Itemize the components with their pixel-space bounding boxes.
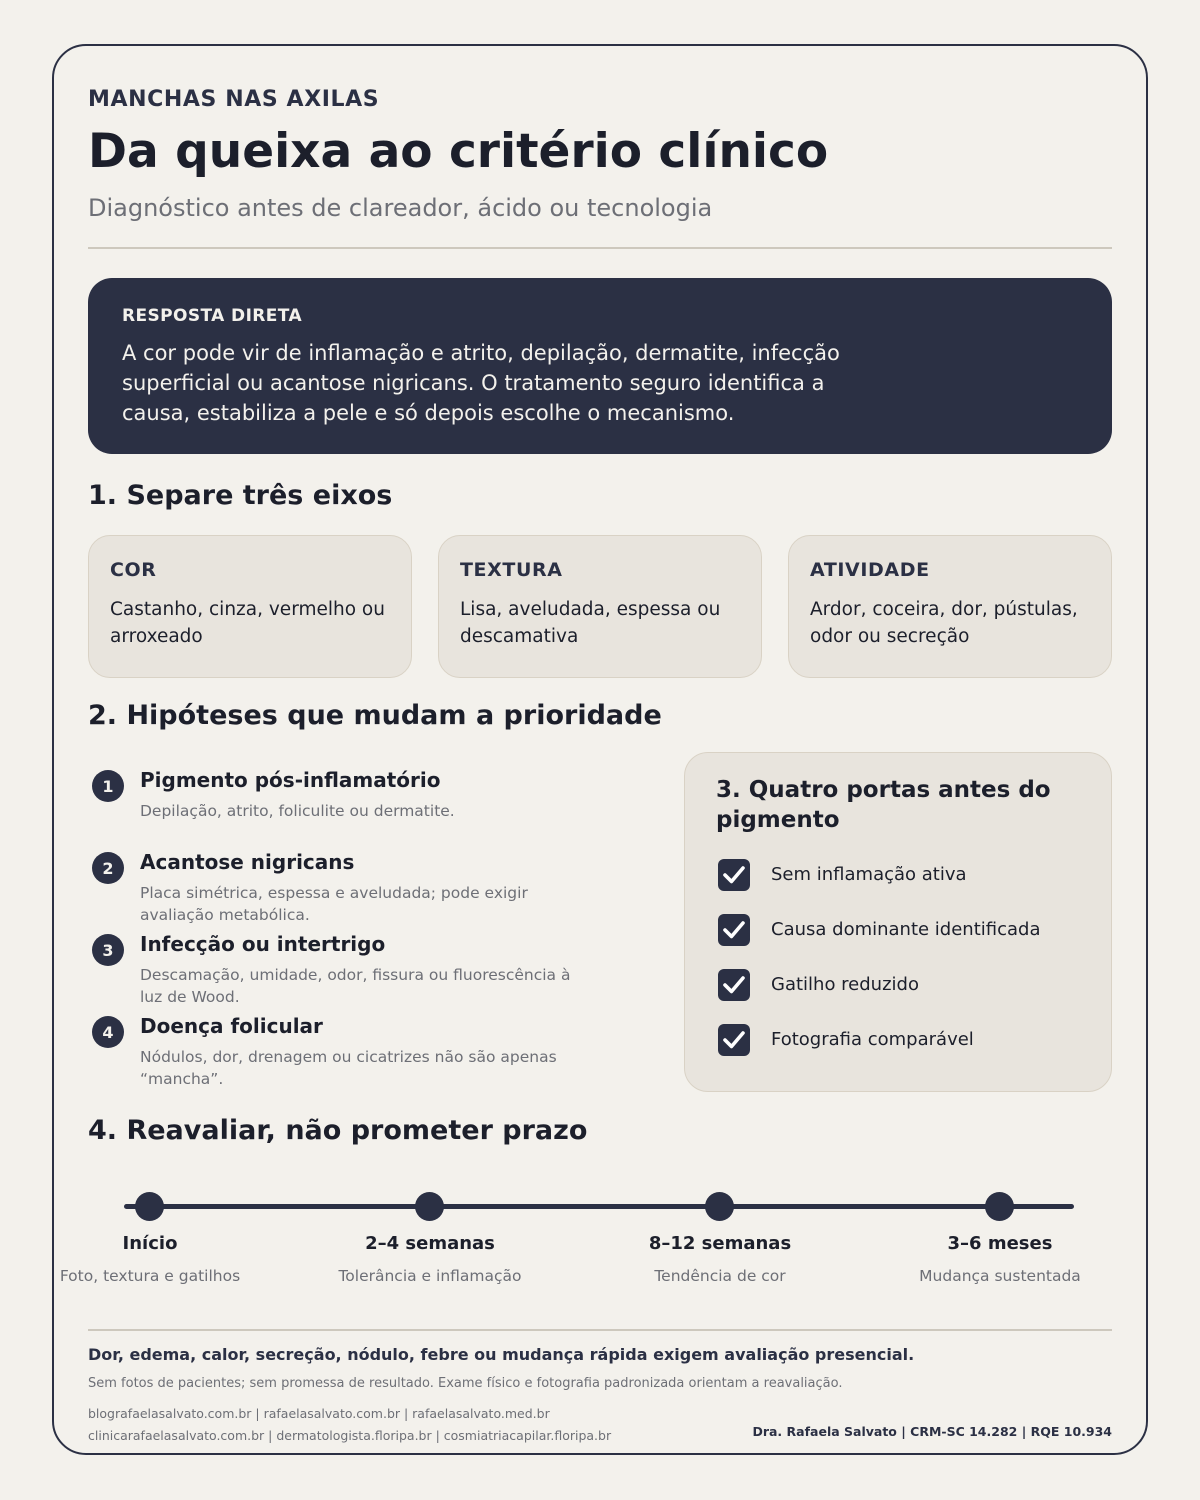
checklist-label: Causa dominante identificada xyxy=(771,919,1041,940)
number-badge: 1 xyxy=(92,770,124,802)
axis-card-cor xyxy=(88,535,412,678)
hypothesis-text: Depilação, atrito, foliculite ou dermatite. xyxy=(140,802,455,820)
section-2-title: 2. Hipóteses que mudam a prioridade xyxy=(88,700,662,731)
axis-card-title: COR xyxy=(110,559,157,581)
timeline-dot xyxy=(415,1192,444,1221)
section-1-title: 1. Separe três eixos xyxy=(88,480,393,511)
checkbox-checked-icon xyxy=(718,914,750,946)
timeline-step-text: Foto, textura e gatilhos xyxy=(59,1267,241,1285)
hypothesis-title: Pigmento pós-inflamatório xyxy=(140,768,441,792)
axis-card-title: TEXTURA xyxy=(460,559,563,581)
checklist-item xyxy=(718,914,1098,948)
checklist-item xyxy=(718,969,1098,1003)
checklist-label: Sem inflamação ativa xyxy=(771,864,967,885)
timeline-step-label: 8–12 semanas xyxy=(648,1233,792,1254)
checklist-label: Gatilho reduzido xyxy=(771,974,919,995)
hypothesis-title: Infecção ou intertrigo xyxy=(140,932,386,956)
page-subtitle: Diagnóstico antes de clareador, ácido ou tecnologia xyxy=(88,194,713,222)
page-title: Da queixa ao critério clínico xyxy=(88,124,829,179)
axis-card-text: Ardor, coceira, dor, pústulas, odor ou secreção xyxy=(810,599,1078,647)
timeline-dot xyxy=(985,1192,1014,1221)
timeline-dot xyxy=(135,1192,164,1221)
axis-card-textura xyxy=(438,535,762,678)
axis-card-text: Castanho, cinza, vermelho ou arroxeado xyxy=(110,599,385,647)
number-badge: 2 xyxy=(92,852,124,884)
hypothesis-text: Nódulos, dor, drenagem ou cicatrizes não são apenas “mancha”. xyxy=(140,1048,557,1088)
checklist-label: Fotografia comparável xyxy=(771,1029,974,1050)
timeline-step-text: Tendência de cor xyxy=(654,1267,786,1285)
timeline-step-text: Mudança sustentada xyxy=(919,1267,1081,1285)
direct-answer-text: A cor pode vir de inflamação e atrito, depilação, dermatite, infecção superficial ou acantose nigricans. O tratamento seguro identifica a causa, estabiliza a pele e só depois escolhe o mecanismo. xyxy=(122,341,840,425)
timeline-step-label: 3–6 meses xyxy=(947,1233,1053,1254)
checklist-item xyxy=(718,859,1098,893)
timeline-step-text: Tolerância e inflamação xyxy=(338,1267,522,1285)
checkbox-checked-icon xyxy=(718,859,750,891)
hypothesis-title: Doença folicular xyxy=(140,1014,323,1038)
eyebrow: MANCHAS NAS AXILAS xyxy=(88,87,380,112)
timeline-line xyxy=(124,1204,1074,1209)
section-3-title: 3. Quatro portas antes do pigmento xyxy=(716,777,1051,833)
hypothesis-title: Acantose nigricans xyxy=(140,850,355,874)
axis-card-text: Lisa, aveludada, espessa ou descamativa xyxy=(460,599,721,647)
checkbox-checked-icon xyxy=(718,969,750,1001)
direct-answer-box xyxy=(88,278,1112,454)
four-doors-card xyxy=(684,752,1112,1092)
timeline-step-label: 2–4 semanas xyxy=(365,1233,495,1254)
doctor-signature: Dra. Rafaela Salvato | CRM-SC 14.282 | RQE 10.934 xyxy=(752,1424,1112,1439)
divider xyxy=(88,1329,1112,1331)
divider xyxy=(88,247,1112,249)
timeline-dot xyxy=(705,1192,734,1221)
axis-card-atividade xyxy=(788,535,1112,678)
axis-card-title: ATIVIDADE xyxy=(810,559,930,581)
hypothesis-text: Descamação, umidade, odor, fissura ou fluorescência à luz de Wood. xyxy=(140,966,571,1006)
site-links-line: blografaelasalvato.com.br | rafaelasalvato.com.br | rafaelasalvato.med.br xyxy=(88,1406,550,1421)
number-badge: 4 xyxy=(92,1016,124,1048)
number-badge: 3 xyxy=(92,934,124,966)
checklist-item xyxy=(718,1024,1098,1058)
disclaimer-text: Sem fotos de pacientes; sem promessa de resultado. Exame físico e fotografia padronizada orientam a reavaliação. xyxy=(88,1376,843,1391)
warning-text: Dor, edema, calor, secreção, nódulo, febre ou mudança rápida exigem avaliação presencial. xyxy=(88,1345,915,1364)
checkbox-checked-icon xyxy=(718,1024,750,1056)
hypothesis-text: Placa simétrica, espessa e aveludada; pode exigir avaliação metabólica. xyxy=(140,884,528,924)
section-4-title: 4. Reavaliar, não prometer prazo xyxy=(88,1115,588,1146)
timeline-step-label: Início xyxy=(122,1233,178,1254)
direct-answer-label: RESPOSTA DIRETA xyxy=(122,306,303,326)
site-links-line: clinicarafaelasalvato.com.br | dermatologista.floripa.br | cosmiatriacapilar.floripa.br xyxy=(88,1428,612,1443)
site-links xyxy=(88,1403,611,1447)
